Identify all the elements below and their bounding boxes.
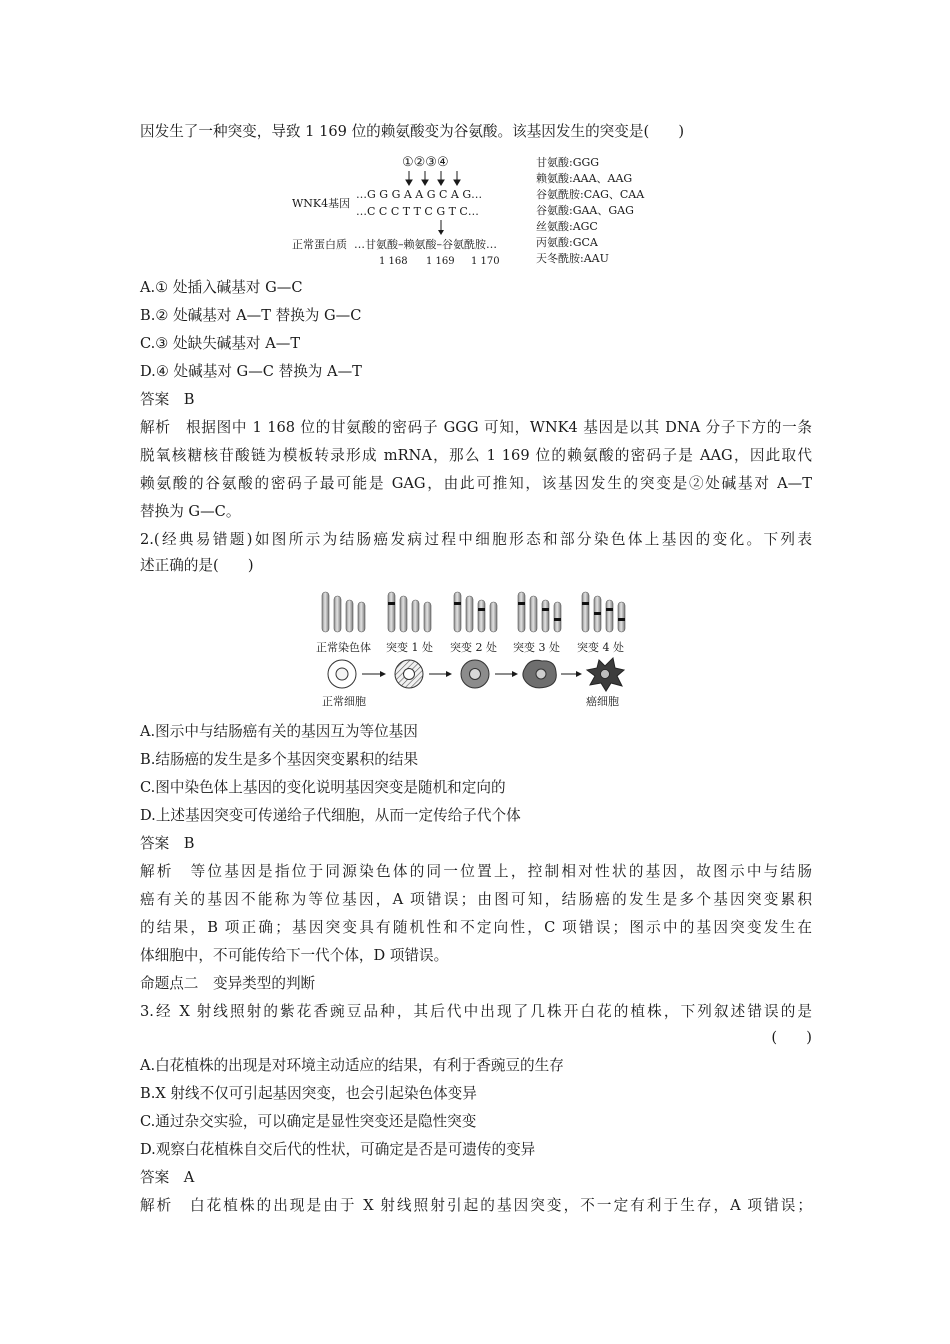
mutation-position-markers: ①②③④ — [402, 155, 449, 170]
codon-entry: 谷氨酸:GAA、GAG — [536, 204, 634, 217]
cancer-cell-label: 癌细胞 — [586, 695, 619, 708]
stage-label: 正常染色体 — [316, 641, 371, 654]
cell-arrow — [495, 671, 518, 677]
protein-label: 正常蛋白质 — [292, 238, 347, 251]
transcription-arrow — [438, 220, 444, 235]
q2-option-a: A.图示中与结肠癌有关的基因互为等位基因 — [140, 723, 418, 740]
protein-sequence: …甘氨酸–赖氨酸–谷氨酰胺… — [354, 238, 497, 251]
q3-option-b: B.X 射线不仅可引起基因突变，也会引起染色体变异 — [140, 1085, 477, 1102]
codon-entry: 天冬酰胺:AAU — [536, 252, 609, 265]
q1-analysis-line: 脱氧核糖核苷酸链为模板转录形成 mRNA，那么 1 169 位的赖氨酸的密码子是 AAG，因此取代 — [140, 447, 812, 464]
mutated-cell-3 — [523, 660, 556, 688]
q2-option-c: C.图中染色体上基因的变化说明基因突变是随机和定向的 — [140, 779, 506, 796]
mutated-cell-2 — [461, 660, 489, 688]
codon-entry: 甘氨酸:GGG — [536, 156, 600, 169]
q2-analysis-line: 的结果，B 项正确；基因突变具有随机性和不定向性，C 项错误；图示中的基因突变发生在 — [140, 919, 812, 936]
q2-analysis-line: 体细胞中，不可能传给下一代个体，D 项错误。 — [140, 947, 449, 964]
chromosome-group-mutation-1 — [388, 592, 431, 632]
q3-option-a: A.白花植株的出现是对环境主动适应的结果，有利于香豌豆的生存 — [140, 1057, 564, 1074]
q2-figure — [312, 588, 638, 710]
section-heading: 命题点二 变异类型的判断 — [140, 975, 316, 992]
q3-option-c: C.通过杂交实验，可以确定是显性突变还是隐性突变 — [140, 1113, 477, 1130]
position-1170: 1 170 — [471, 256, 500, 267]
codon-table — [536, 155, 645, 265]
q1-analysis-line: 赖氨酸的谷氨酸的密码子最可能是 GAG，由此可推知，该基因发生的突变是②处碱基对 A—T — [140, 475, 812, 492]
stage-label: 突变 2 处 — [450, 641, 497, 654]
chromosome-group-mutation-3 — [518, 592, 561, 632]
codon-entry: 丙氨酸:GCA — [536, 236, 598, 249]
chromosome-group-mutation-4 — [582, 592, 625, 632]
q1-analysis-line: 替换为 G—C。 — [140, 503, 241, 520]
q1-option-c: C.③ 处缺失碱基对 A—T — [140, 335, 301, 352]
chromosome-group-mutation-2 — [454, 592, 497, 632]
q1-option-d: D.④ 处碱基对 G—C 替换为 A—T — [140, 363, 362, 380]
chromosome-group-normal — [322, 592, 365, 632]
q2-stem-line: 述正确的是( ) — [140, 557, 254, 574]
q3-analysis-line: 解析 白花植株的出现是由于 X 射线照射引起的基因突变，不一定有利于生存，A 项错误； — [140, 1197, 812, 1214]
codon-entry: 谷氨酰胺:CAG、CAA — [536, 188, 645, 201]
dna-strand-bottom: …C C C T T C G T C… — [356, 205, 479, 218]
q1-stem: 因发生了一种突变，导致 1 169 位的赖氨酸变为谷氨酸。该基因发生的突变是( ) — [140, 123, 685, 140]
mutated-cell-1 — [395, 660, 423, 688]
q2-option-d: D.上述基因突变可传递给子代细胞，从而一定传给子代个体 — [140, 807, 521, 824]
marker-arrows — [406, 171, 460, 185]
q3-answer-paren: ( ) — [771, 1029, 812, 1046]
q1-option-a: A.① 处插入碱基对 G—C — [140, 279, 303, 296]
cell-arrow — [561, 671, 582, 677]
q1-analysis-line: 解析 根据图中 1 168 位的甘氨酸的密码子 GGG 可知，WNK4 基因是以其 DNA 分子下方的一条 — [140, 419, 812, 436]
q1-option-b: B.② 处碱基对 A—T 替换为 G—C — [140, 307, 362, 324]
codon-entry: 赖氨酸:AAA、AAG — [536, 172, 633, 185]
gene-label: WNK4基因 — [292, 197, 351, 210]
q1-figure — [290, 152, 670, 270]
stage-label: 突变 4 处 — [577, 641, 624, 654]
dna-strand-top: …G G G A A G C A G… — [356, 188, 483, 201]
q3-stem: 3.经 X 射线照射的紫花香豌豆品种，其后代中出现了几株开白花的植株，下列叙述错误的是 — [140, 1003, 812, 1020]
position-1168: 1 168 — [379, 256, 408, 267]
normal-cell-label: 正常细胞 — [322, 695, 366, 708]
position-1169: 1 169 — [426, 256, 455, 267]
stage-label: 突变 1 处 — [386, 641, 433, 654]
codon-entry: 丝氨酸:AGC — [536, 220, 598, 233]
normal-cell — [328, 660, 356, 688]
q3-answer: 答案 A — [140, 1169, 195, 1186]
q2-answer: 答案 B — [140, 835, 195, 852]
cell-arrow — [362, 671, 386, 677]
q2-stem-line: 2.(经典易错题)如图所示为结肠癌发病过程中细胞形态和部分染色体上基因的变化。下列表 — [140, 531, 812, 548]
stage-label: 突变 3 处 — [513, 641, 560, 654]
q3-option-d: D.观察白花植株自交后代的性状，可确定是否是可遗传的变异 — [140, 1141, 536, 1158]
q2-analysis-line: 解析 等位基因是指位于同源染色体的同一位置上，控制相对性状的基因，故图示中与结肠 — [140, 863, 812, 880]
cancer-cell — [587, 658, 624, 691]
q2-option-b: B.结肠癌的发生是多个基因突变累积的结果 — [140, 751, 419, 768]
cell-arrow — [429, 671, 452, 677]
q1-answer: 答案 B — [140, 391, 195, 408]
q2-analysis-line: 癌有关的基因不能称为等位基因，A 项错误；由图可知，结肠癌的发生是多个基因突变累积 — [140, 891, 812, 908]
